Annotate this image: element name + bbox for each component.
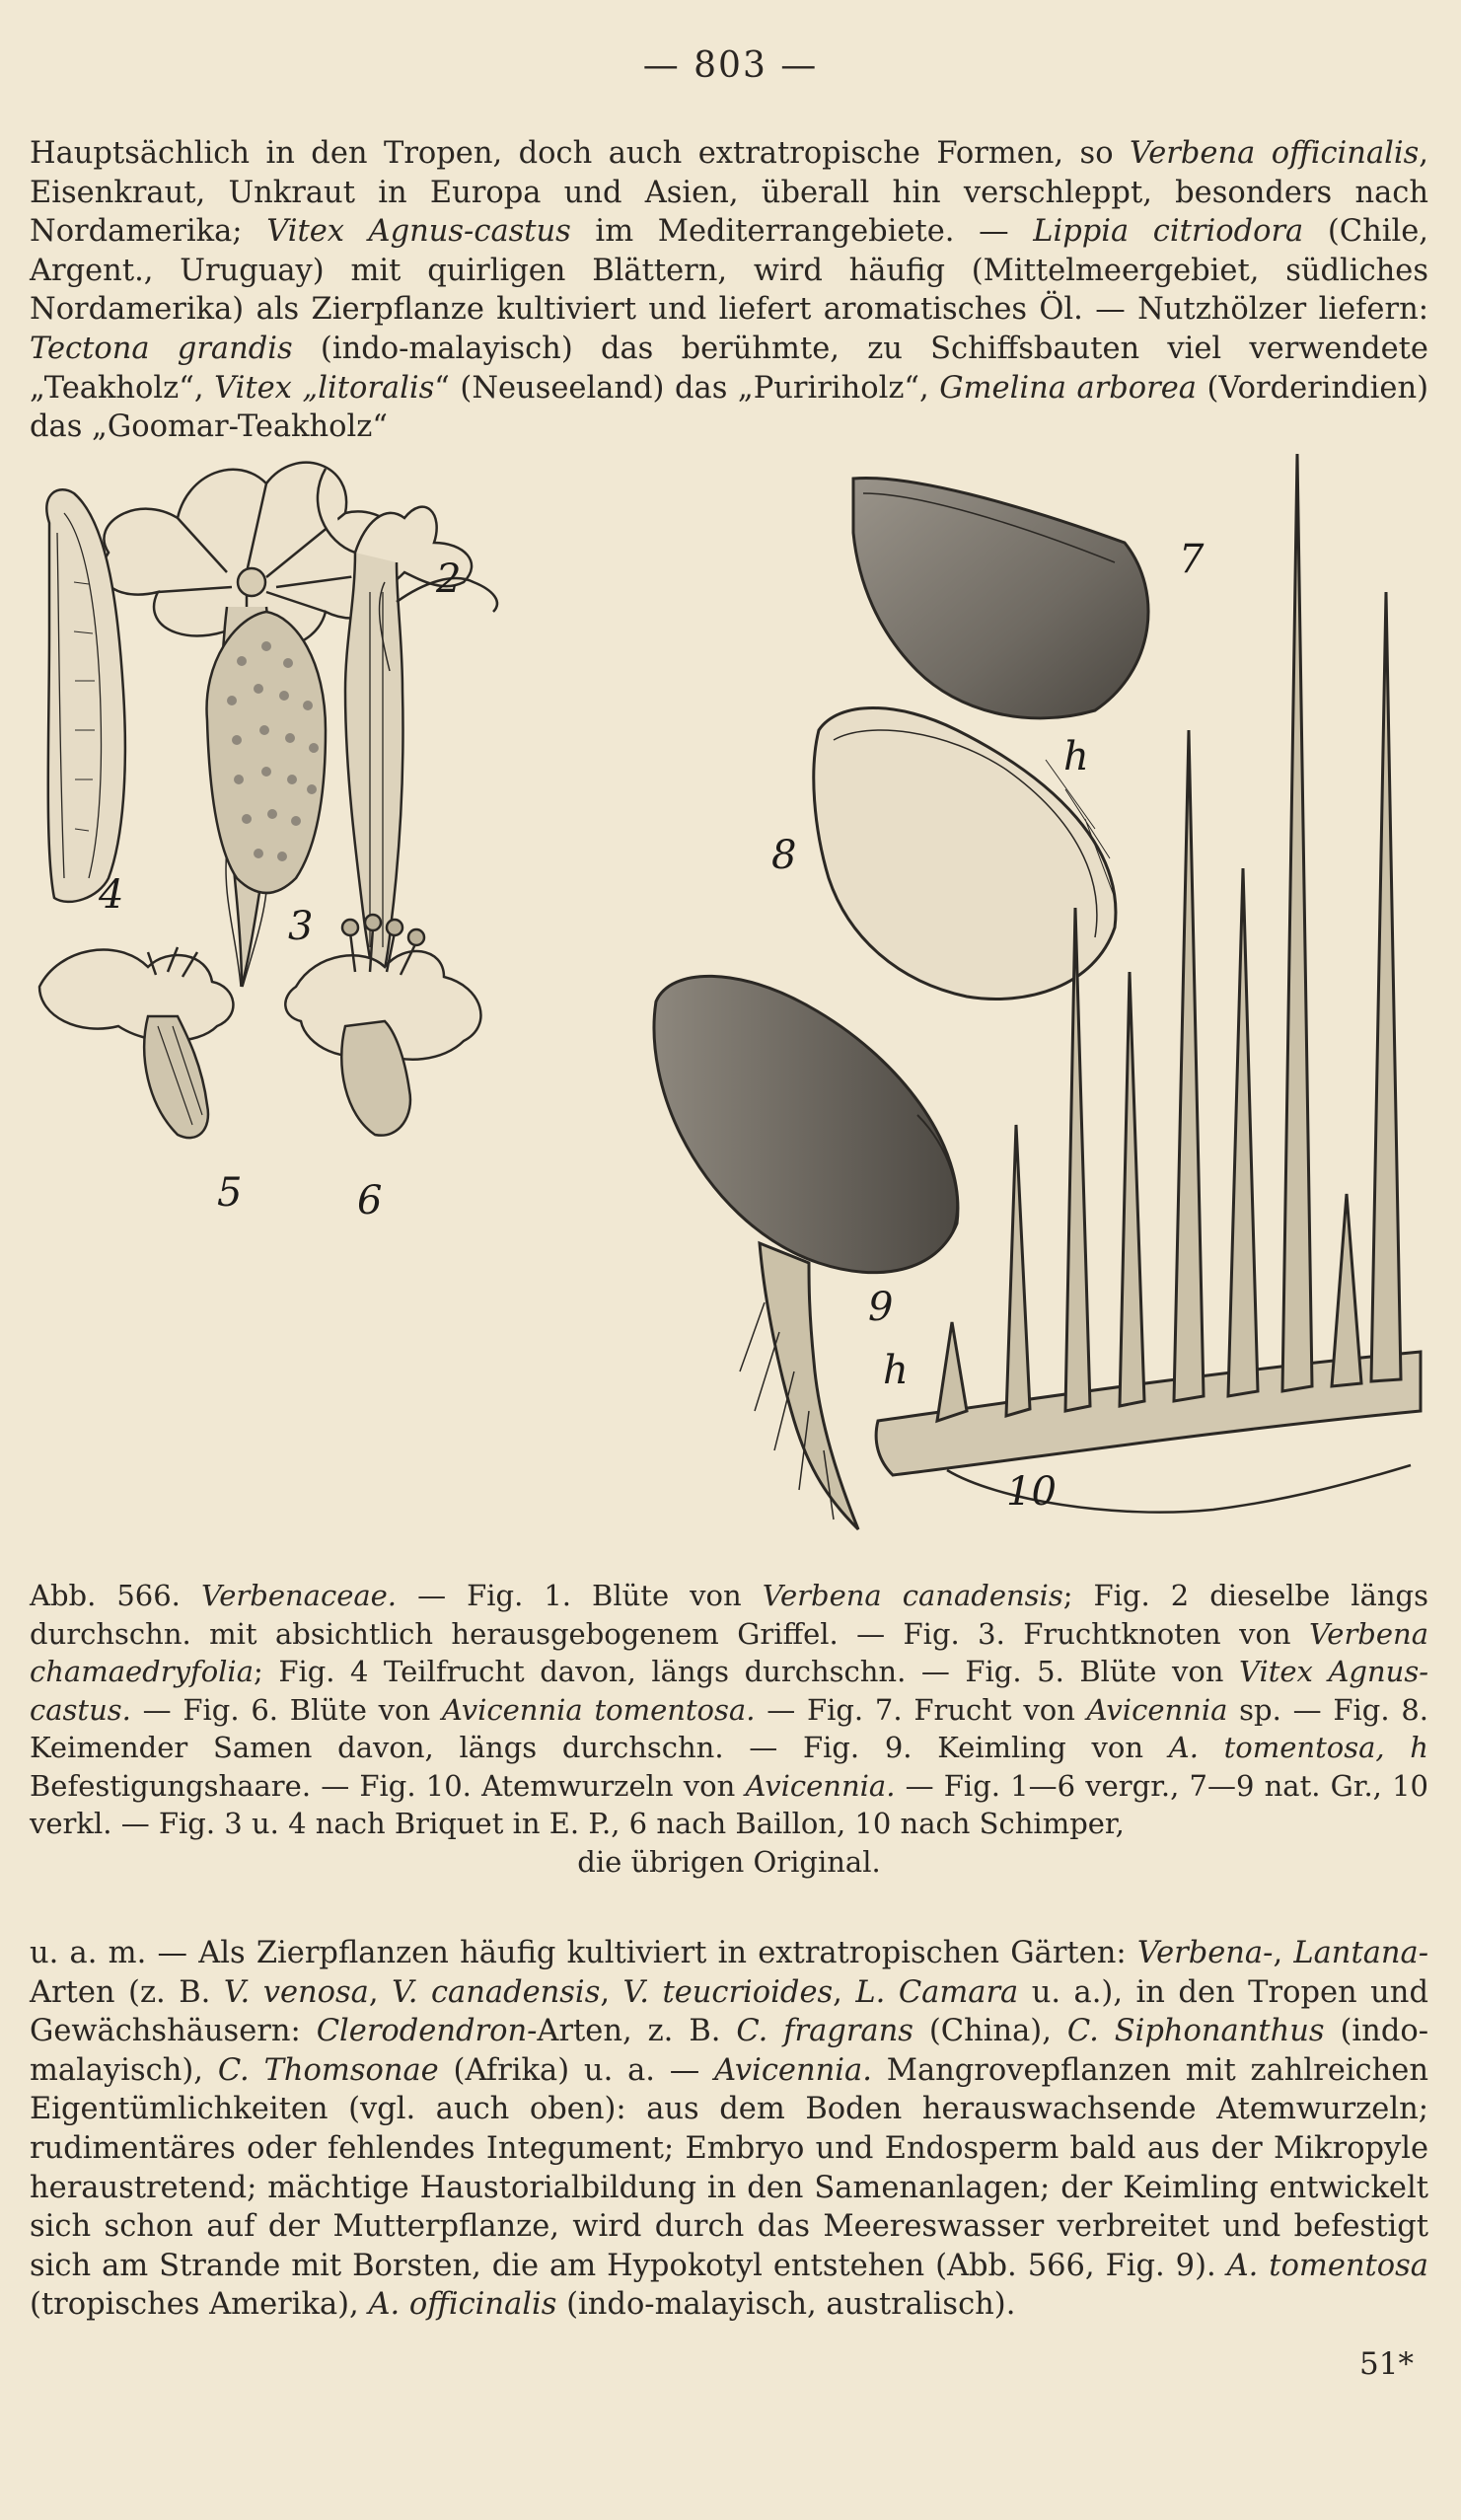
caption-taxon: Avicennia.	[745, 1768, 896, 1803]
figure-label-2: 2	[436, 556, 462, 602]
taxon-name: Verbena officinalis	[1130, 136, 1420, 171]
taxon-name: Vitex „litoralis	[214, 370, 435, 406]
fig7-fruit-drawing	[853, 478, 1148, 717]
signature-mark: 51*	[1359, 2346, 1414, 2382]
paragraph-bottom	[30, 1934, 1428, 2325]
text-run: Arten (z. B.	[30, 1974, 224, 2010]
text-run: Mangrovepflanzen mit zahlreichen Eigentümlichkeiten (vgl. auch oben): aus dem Boden herauswachsende Atemwurzeln; rudimentäres oder fehlendes Integument; Embryo und Endosperm bald aus der Mikropyle heraustretend; mächtige Haustorialbildung in den Samenanlagen; der Keimling entwickelt sich schon auf der Mutterpflanze, wird durch das Meereswasser verbreitet und befestigt sich am Strande mit Borsten, die am Hypokotyl entstehen (Abb. 566, Fig. 9).	[30, 2052, 1428, 2283]
taxon-name: C. fragrans	[736, 2014, 913, 2049]
text-run: ,	[1273, 1936, 1294, 1970]
taxon-name: A. tomentosa	[1226, 2248, 1428, 2283]
figure-label-10: 10	[1006, 1469, 1057, 1515]
caption-run: ; Fig. 2 dieselbe längs durchschn. mit absichtlich herausgebogenem Griffel. — Fig. 3. Fruchtknoten von	[30, 1579, 1428, 1651]
botanical-illustration	[30, 434, 1430, 1569]
taxon-name: L. Camara	[855, 1974, 1019, 2010]
text-run: ,	[833, 1974, 856, 2010]
caption-taxon: Avicennia	[1086, 1692, 1228, 1727]
figure-label-4: 4	[99, 872, 124, 918]
taxon-name: Clerodendron-	[316, 2014, 538, 2049]
text-run: Arten, z. B.	[537, 2014, 737, 2049]
text-run: (Chile, Argent., Uruguay) mit quirligen Blättern, wird häufig (Mittelmeergebiet, südliches Nordamerika) als Zierpflanze kultiviert und liefert aromatisches Öl. — Nutzhölzer liefern:	[30, 214, 1428, 328]
text-run: (tropisches Amerika),	[30, 2287, 369, 2323]
text-run: im Mediterrangebiete. —	[570, 214, 1034, 250]
taxon-name: V. venosa	[223, 1974, 369, 2010]
taxon-name: A. officinalis	[368, 2287, 557, 2323]
caption-run: Befestigungshaare. — Fig. 10. Atemwurzeln von	[30, 1768, 746, 1803]
paragraph-top	[30, 134, 1428, 447]
taxon-name: Tectona grandis	[30, 331, 293, 366]
taxon-name: Lantana-	[1293, 1936, 1429, 1970]
fig5-vitex-flower-drawing	[39, 947, 233, 1138]
taxon-name: V. canadensis	[392, 1974, 601, 2010]
text-run: “ (Neuseeland) das „Puririholz“,	[434, 370, 940, 406]
caption-run: ; Fig. 4 Teilfrucht davon, längs durchschn. — Fig. 5. Blüte von	[254, 1655, 1240, 1688]
figure-label-9: 9	[868, 1285, 894, 1330]
taxon-name: C. Thomsonae	[217, 2052, 439, 2088]
figure-label-8: 8	[771, 833, 797, 878]
page-number: — 803 —	[642, 45, 819, 86]
figure-label-5: 5	[217, 1170, 243, 1216]
text-run: (Vorderindien) das „Goomar-Teakholz“	[30, 370, 1429, 445]
caption-taxon: Vitex Agnus-castus.	[30, 1655, 1428, 1727]
taxon-name: Verbena-	[1136, 1936, 1274, 1970]
text-run: ,	[368, 1974, 393, 2010]
figure-caption	[30, 1577, 1428, 1881]
caption-taxon: Verbenaceae.	[200, 1579, 398, 1612]
caption-run: — Fig. 1—6 vergr., 7—9 nat. Gr., 10 verkl. — Fig. 3 u. 4 nach Briquet in E. P., 6 nach Baillon, 10 nach Schimper,	[30, 1768, 1428, 1840]
caption-run: Abb. 566.	[30, 1579, 201, 1612]
taxon-name: Lippia citriodora	[1033, 214, 1304, 250]
taxon-name: Gmelina arborea	[939, 370, 1197, 406]
text-run: (indo-malayisch, australisch).	[556, 2287, 1016, 2323]
figure-label-7: 7	[1179, 537, 1205, 582]
text-run: u. a. m. — Als Zierpflanzen häufig kultiviert in extratropischen Gärten:	[30, 1936, 1137, 1970]
text-run: (indo-malayisch),	[30, 2014, 1429, 2088]
caption-taxon: Verbena canadensis	[762, 1579, 1063, 1612]
caption-run: sp. — Fig. 8. Keimender Samen davon, längs durchschn. — Fig. 9. Keimling von	[30, 1692, 1429, 1764]
figure-label-3: 3	[288, 904, 314, 949]
text-run: ,	[600, 1974, 623, 2010]
caption-taxon: Verbena chamaedryfolia	[30, 1616, 1428, 1688]
fig3-ovary-drawing	[207, 612, 326, 893]
text-run: Hauptsächlich in den Tropen, doch auch extratropische Formen, so	[30, 136, 1131, 171]
figure-label-6: 6	[357, 1178, 383, 1223]
taxon-name: V. teucrioides	[622, 1974, 834, 2010]
caption-run: — Fig. 7. Frucht von	[755, 1692, 1087, 1727]
caption-last-line: die übrigen Original.	[577, 1844, 881, 1879]
taxon-name: C. Siphonanthus	[1066, 2014, 1325, 2049]
text-run: u. a.), in den Tropen und Gewächshäusern:	[30, 1974, 1428, 2049]
figure-label-h-upper: h	[1063, 734, 1089, 779]
text-run: (indo-malayisch) das berühmte, zu Schiffsbauten viel verwendete „Teakholz“,	[30, 331, 1428, 406]
caption-taxon: Avicennia tomentosa.	[441, 1692, 756, 1727]
taxon-name: Vitex Agnus-castus	[266, 214, 571, 250]
taxon-name: Avicennia.	[714, 2052, 872, 2088]
figure-label-h-lower: h	[883, 1348, 909, 1393]
text-run: (Afrika) u. a. —	[438, 2052, 715, 2088]
text-run: , Eisenkraut, Unkraut in Europa und Asien, überall hin verschleppt, besonders nach Nordamerika;	[30, 136, 1428, 250]
caption-taxon: A. tomentosa, h	[1168, 1731, 1428, 1764]
caption-run: — Fig. 6. Blüte von	[130, 1692, 442, 1727]
caption-run: — Fig. 1. Blüte von	[397, 1579, 763, 1612]
text-run: (China),	[913, 2014, 1067, 2049]
